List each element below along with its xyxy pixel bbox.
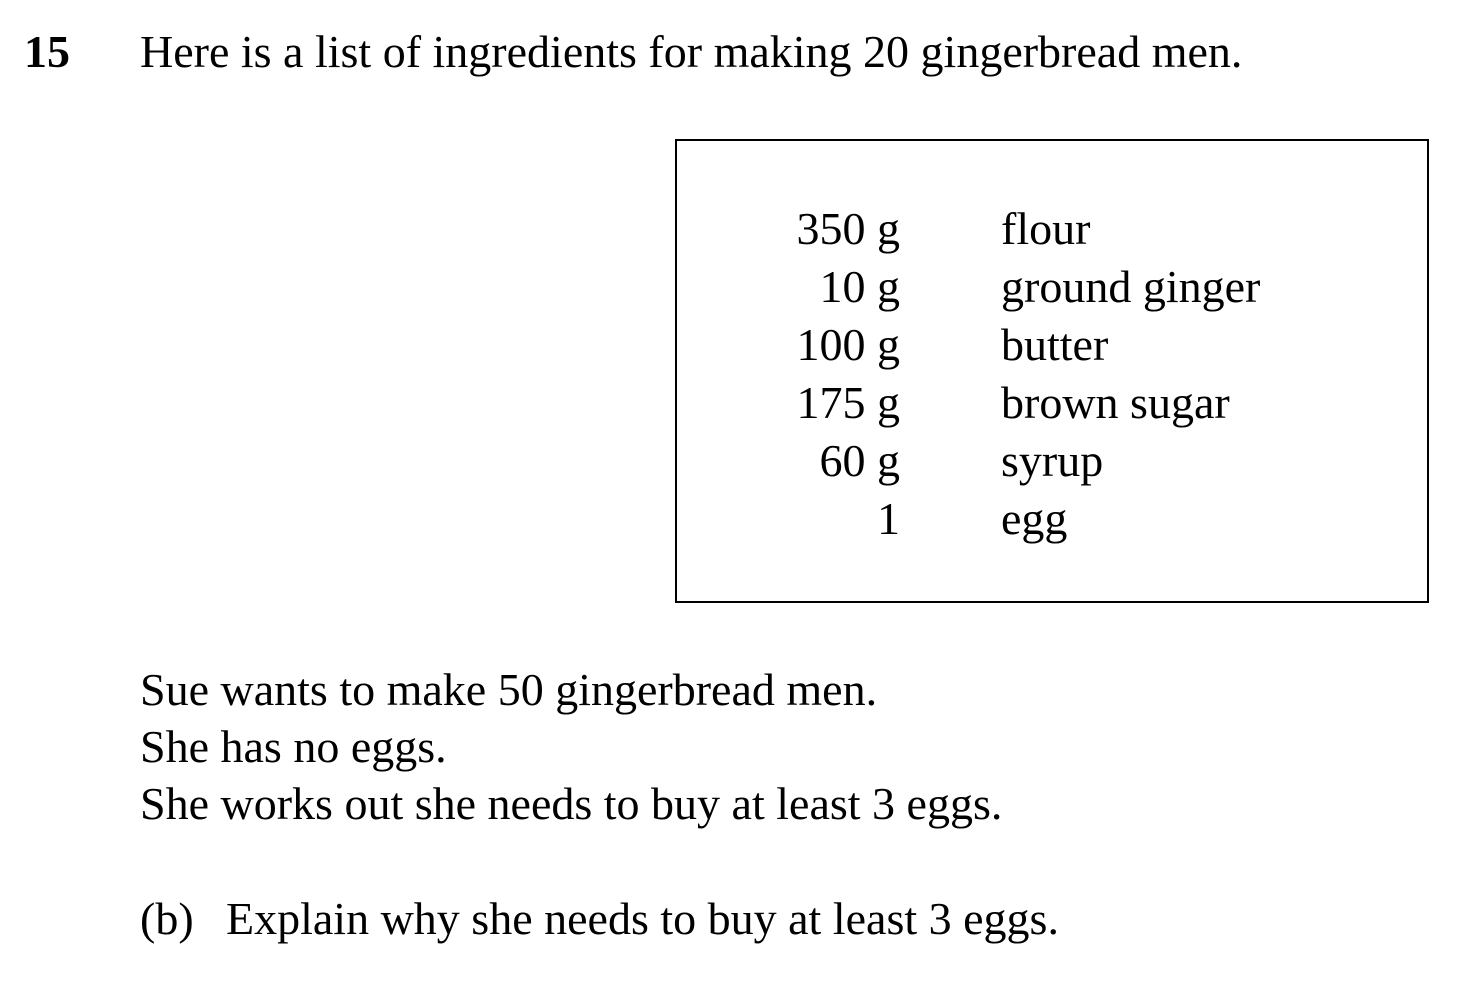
ingredient-name: syrup	[1001, 435, 1104, 486]
ingredient-quantity: 350 g	[796, 203, 900, 254]
ingredient-quantity: 1	[877, 493, 900, 544]
ingredient-row	[677, 200, 1260, 258]
question-number: 15	[24, 26, 70, 77]
part-b-label: (b)	[140, 893, 194, 944]
ingredient-name: brown sugar	[1001, 377, 1230, 428]
context-text	[140, 661, 1002, 832]
ingredient-row	[677, 432, 1260, 490]
ingredient-row	[677, 316, 1260, 374]
ingredient-name: butter	[1001, 319, 1109, 370]
ingredient-name: flour	[1001, 203, 1091, 254]
part-b-question	[140, 890, 1059, 947]
ingredient-row	[677, 374, 1260, 432]
ingredient-name: ground ginger	[1001, 261, 1261, 312]
ingredient-quantity: 10 g	[819, 261, 900, 312]
ingredient-quantity: 60 g	[819, 435, 900, 486]
ingredient-row	[677, 258, 1260, 316]
ingredient-quantity: 100 g	[796, 319, 900, 370]
context-line: She works out she needs to buy at least 3 eggs.	[140, 778, 1003, 829]
ingredients-list	[677, 200, 1260, 548]
ingredient-quantity: 175 g	[796, 377, 900, 428]
question-intro: Here is a list of ingredients for making 20 gingerbread men.	[140, 26, 1243, 77]
ingredient-row	[677, 490, 1260, 548]
ingredients-box	[675, 139, 1429, 603]
context-line: Sue wants to make 50 gingerbread men.	[140, 664, 878, 715]
part-b-text: Explain why she needs to buy at least 3 eggs.	[226, 893, 1059, 944]
ingredient-name: egg	[1001, 493, 1068, 544]
context-line: She has no eggs.	[140, 721, 447, 772]
